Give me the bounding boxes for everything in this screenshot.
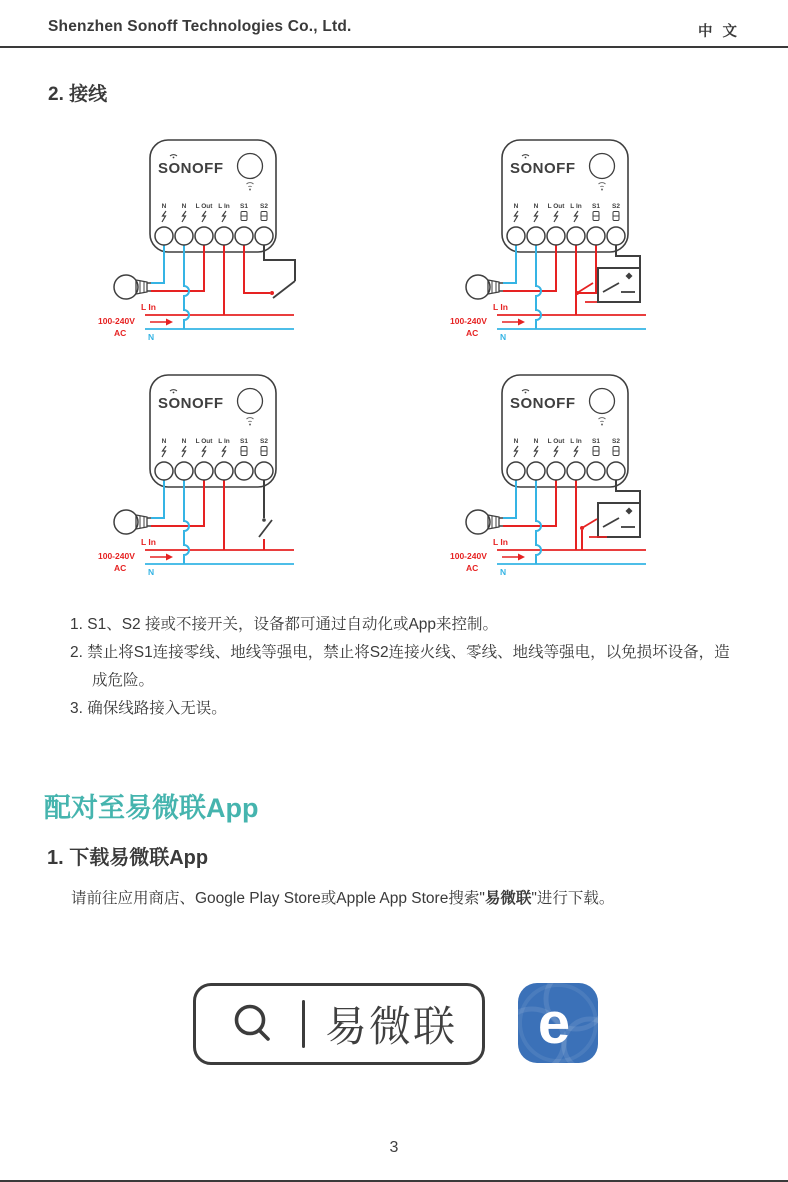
svg-text:100-240V: 100-240V	[450, 551, 487, 561]
svg-text:L In: L In	[218, 203, 230, 210]
search-cursor-divider	[302, 1000, 305, 1048]
svg-text:SONOFF: SONOFF	[158, 395, 224, 412]
header-language: 中 文	[697, 24, 740, 40]
wiring-note-3: 3. 确保线路接入无误。	[70, 700, 227, 717]
svg-text:N: N	[513, 203, 519, 210]
wiring-note-1: 1. S1、S2 接或不接开关，设备都可通过自动化或App来控制。	[70, 616, 499, 633]
download-step-text-suffix: "进行下载。	[531, 890, 615, 907]
ewelink-app-icon	[518, 983, 598, 1063]
svg-text:N: N	[513, 438, 519, 445]
svg-text:S2: S2	[260, 203, 268, 210]
svg-text:L In: L In	[493, 302, 508, 312]
wiring-section-title: 2. 接线	[48, 84, 108, 105]
svg-text:L Out: L Out	[195, 438, 213, 445]
ewelink-letter: e	[537, 991, 571, 1056]
download-step-body	[71, 886, 614, 908]
svg-text:N: N	[500, 567, 507, 577]
svg-text:L Out: L Out	[547, 203, 565, 210]
svg-text:L Out: L Out	[195, 203, 213, 210]
svg-text:100-240V: 100-240V	[98, 551, 135, 561]
svg-text:SONOFF: SONOFF	[510, 160, 576, 177]
svg-text:AC: AC	[466, 328, 479, 338]
app-search-graphic	[193, 983, 485, 1065]
svg-text:N: N	[148, 567, 155, 577]
wiring-diagram-rocker-switch	[436, 132, 756, 372]
search-icon	[230, 1001, 276, 1047]
svg-text:N: N	[161, 203, 167, 210]
download-step-title: 1. 下载易微联App	[47, 847, 209, 869]
svg-text:SONOFF: SONOFF	[510, 395, 576, 412]
svg-text:SONOFF: SONOFF	[158, 160, 224, 177]
svg-text:N: N	[161, 438, 167, 445]
svg-text:AC: AC	[466, 563, 479, 573]
svg-text:AC: AC	[114, 563, 127, 573]
svg-text:N: N	[148, 332, 155, 342]
download-step-text: 请前往应用商店、Google Play Store或Apple App Store搜索"	[71, 890, 485, 907]
svg-text:S1: S1	[592, 438, 600, 445]
svg-text:AC: AC	[114, 328, 127, 338]
header-company: Shenzhen Sonoff Technologies Co., Ltd.	[48, 18, 352, 35]
wiring-diagram-toggle-switch	[84, 132, 404, 372]
svg-text:S1: S1	[240, 203, 248, 210]
svg-text:S2: S2	[260, 438, 268, 445]
svg-text:L In: L In	[570, 203, 582, 210]
pairing-section-title: 配对至易微联App	[44, 793, 259, 823]
wiring-diagram-toggle-s2-live	[84, 367, 404, 607]
svg-text:L In: L In	[218, 438, 230, 445]
svg-text:L Out: L Out	[547, 438, 565, 445]
svg-text:100-240V: 100-240V	[98, 316, 135, 326]
svg-text:L In: L In	[570, 438, 582, 445]
app-name-emphasis: 易微联	[484, 890, 532, 907]
svg-text:S2: S2	[612, 203, 620, 210]
wiring-notes	[70, 611, 736, 723]
svg-text:N: N	[533, 438, 539, 445]
wiring-diagram-rocker-s2-live	[436, 367, 756, 607]
page-number: 3	[389, 1139, 399, 1156]
svg-text:S1: S1	[592, 203, 600, 210]
svg-text:L In: L In	[493, 537, 508, 547]
svg-text:N: N	[500, 332, 507, 342]
svg-text:L In: L In	[141, 302, 156, 312]
svg-text:N: N	[181, 203, 187, 210]
svg-text:S1: S1	[240, 438, 248, 445]
svg-text:N: N	[181, 438, 187, 445]
wiring-note-2: 2. 禁止将S1连接零线、地线等强电，禁止将S2连接火线、零线、地线等强电，以免损坏设备，造成危险。	[70, 644, 730, 689]
svg-text:S2: S2	[612, 438, 620, 445]
svg-text:N: N	[533, 203, 539, 210]
search-query-text: 易微联	[325, 1003, 458, 1050]
svg-text:L In: L In	[141, 537, 156, 547]
svg-text:100-240V: 100-240V	[450, 316, 487, 326]
